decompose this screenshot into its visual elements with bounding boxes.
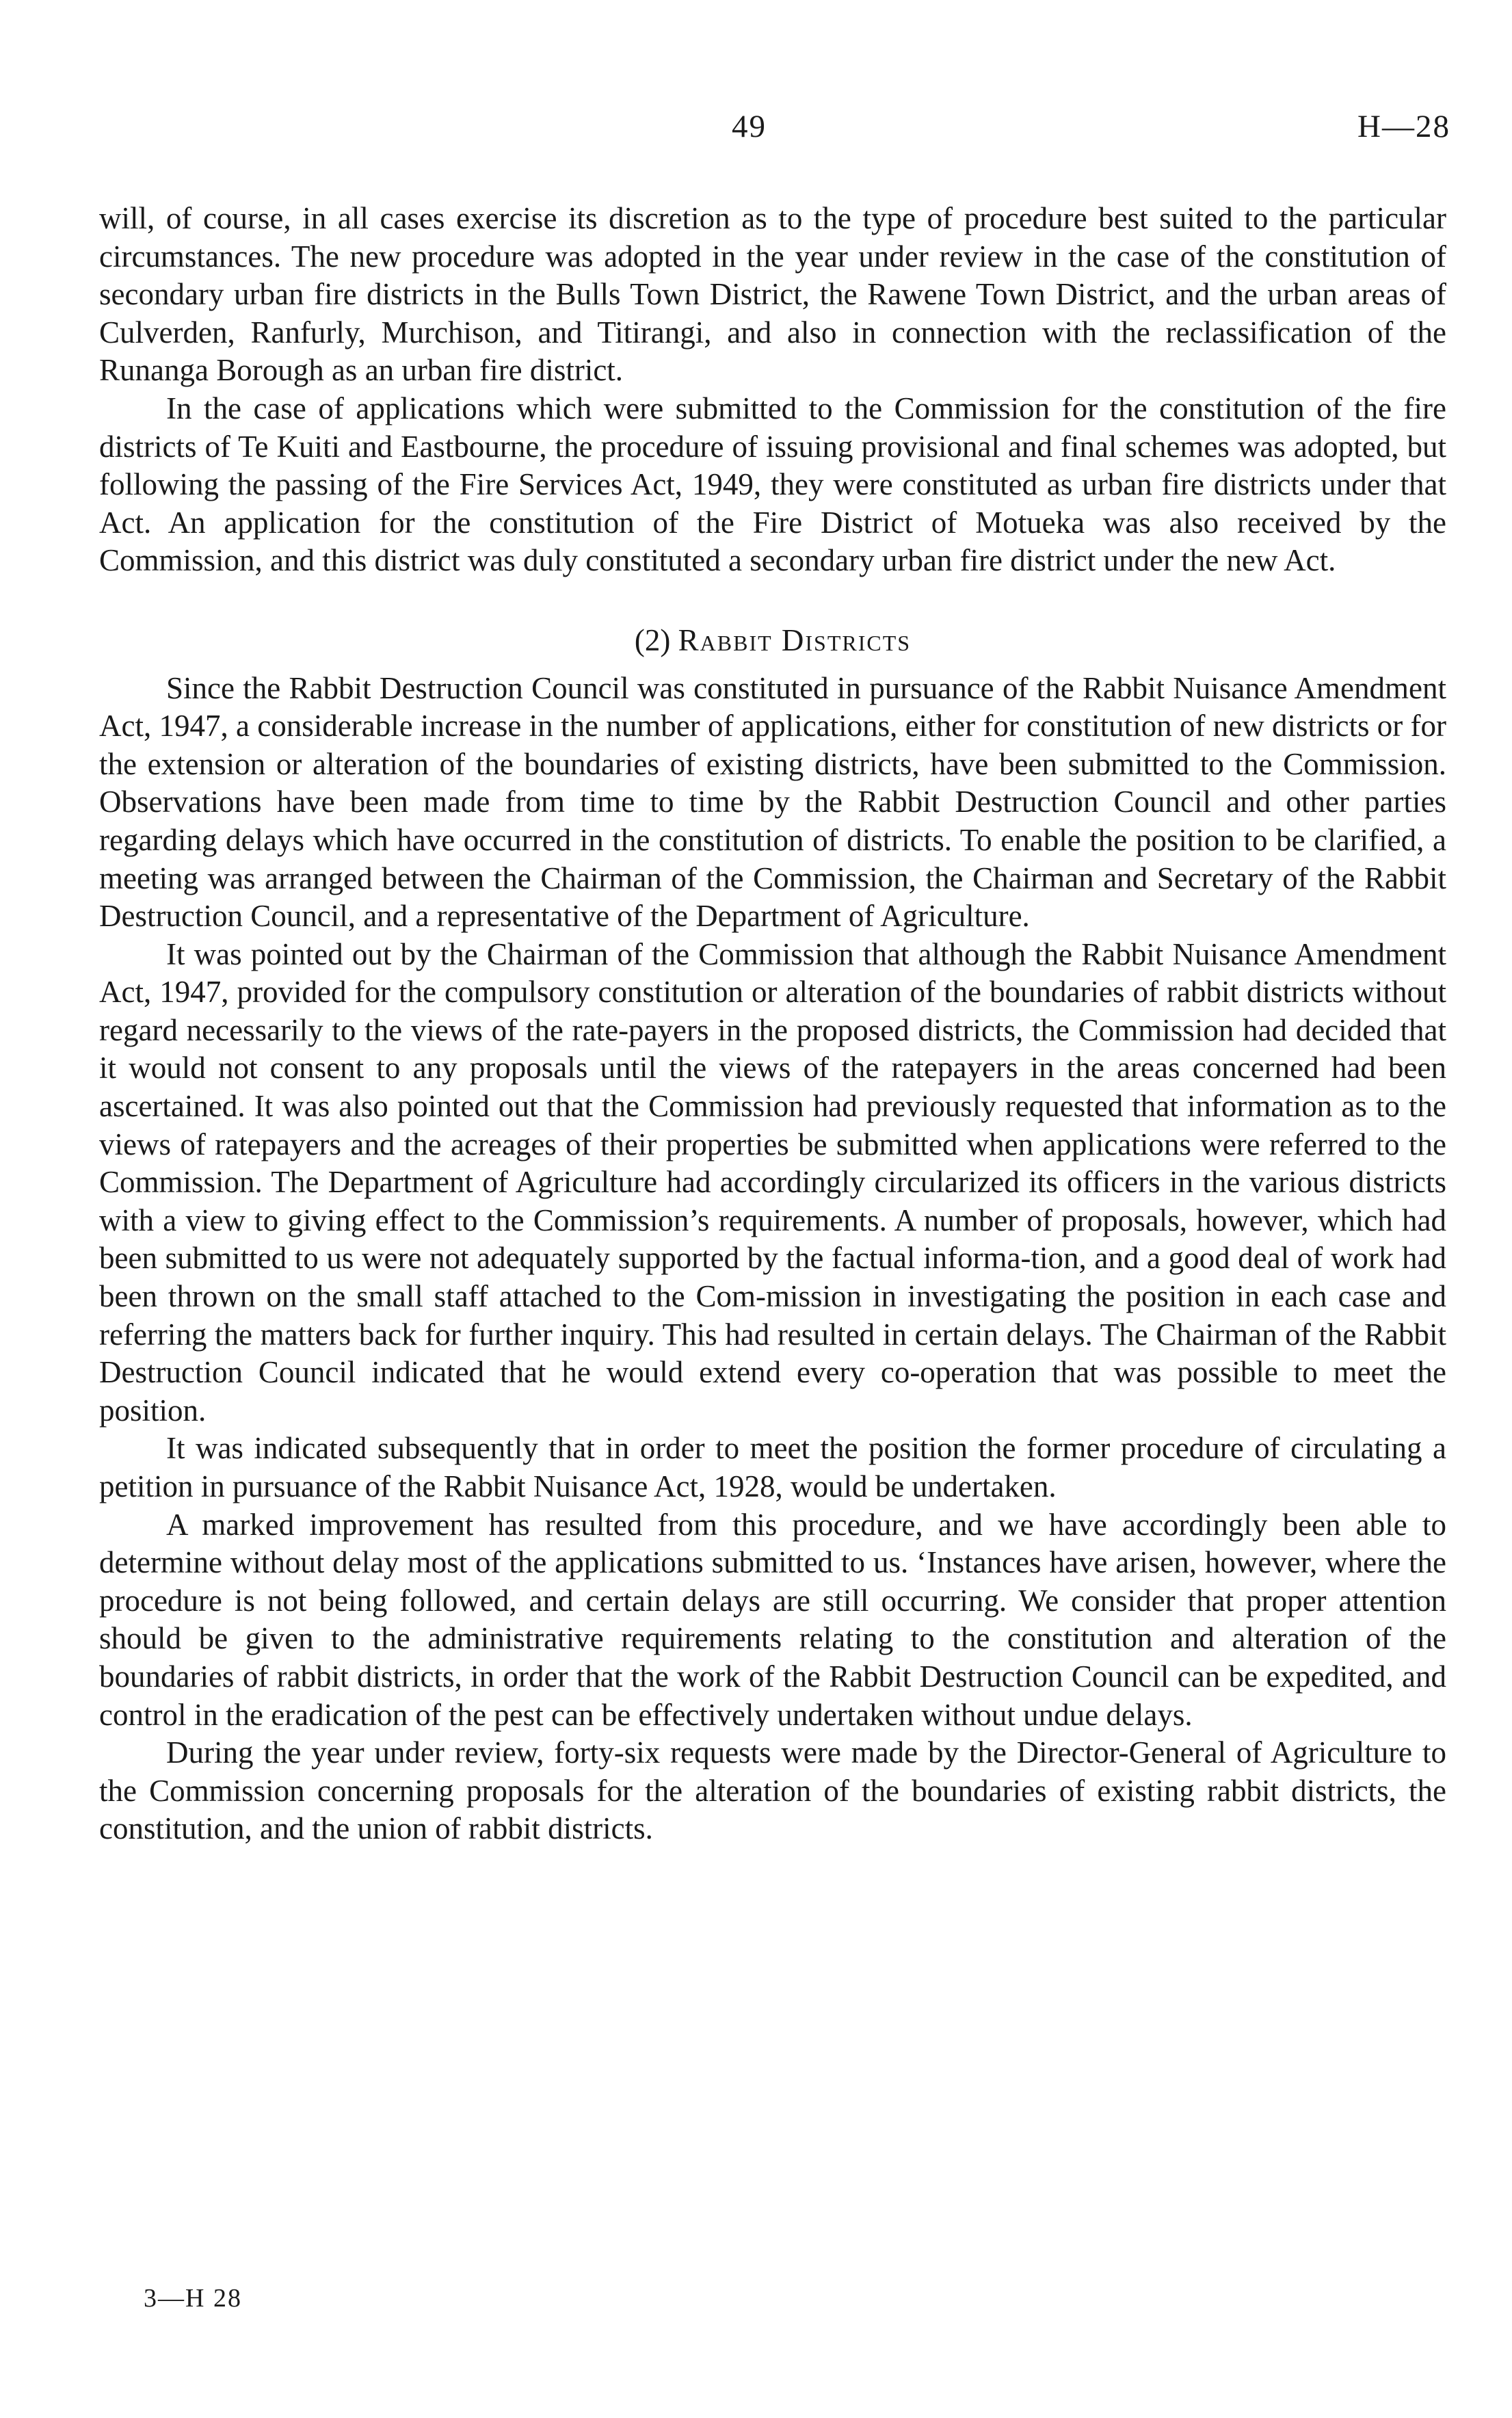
- section-heading: [99, 622, 1446, 660]
- page-number: 49: [732, 109, 767, 144]
- paragraph-petition-procedure: It was indicated subsequently that in order to meet the position the former procedure of circulating a petition in pursuance of the Rabbit Nuisance Act, 1928, would be undertaken.: [99, 1431, 1446, 1503]
- document-reference: H—28: [1357, 109, 1450, 144]
- paragraph-chairman-points: It was pointed out by the Chairman of the Commission that although the Rabbit Nuisance Amendment Act, 1947, provided for the compulsory constitution or alteration of the boundaries of rabbit districts without regard necessarily to the views of the rate-payers in the proposed districts, the Commission had decided that it would not consent to any proposals until the views of the ratepayers in the areas concerned had been ascertained. It was also pointed out that the Commission had previously requested that information as to the views of ratepayers and the acreages of their properties be submitted when applications were referred to the Commission. The Department of Agriculture had accordingly circularized its officers in the various districts with a view to giving effect to the Commission’s requirements. A number of proposals, however, which had been submitted to us were not adequately supported by the factual informa-tion, and a good deal of work had been thrown on the small staff attached to the Com-mission in investigating the position in each case and referring the matters back for further inquiry. This had resulted in certain delays. The Chairman of the Rabbit Destruction Council indicated that he would extend every co-operation that was possible to meet the position.: [99, 936, 1446, 1428]
- paragraph-rabbit-council: Since the Rabbit Destruction Council was constituted in pursuance of the Rabbit Nuisance Amendment Act, 1947, a considerable increase in the number of applications, either for constitution of new districts or for the extension or alteration of the boundaries of existing districts, have been submitted to the Commission. Observations have been made from time to time by the Rabbit Destruction Council and other parties regarding delays which have occurred in the constitution of districts. To enable the position to be clarified, a meeting was arranged between the Chairman of the Commission, the Chairman and Secretary of the Rabbit Destruction Council, and a representative of the Department of Agriculture.: [99, 670, 1446, 934]
- paragraph-improvement: A marked improvement has resulted from this procedure, and we have accordingly been able to determine without delay most of the applications submitted to us. ‘Instances have arisen, however, where the procedure is not being followed, and certain delays are still occurring. We consider that proper attention should be given to the administrative requirements relating to the constitution and alteration of the boundaries of rabbit districts, in order that the work of the Rabbit Destruction Council can be expedited, and control in the eradication of the pest can be effectively undertaken without undue delays.: [99, 1507, 1446, 1732]
- paragraph-fire-districts: In the case of applications which were submitted to the Commission for the constitution of the fire districts of Te Kuiti and Eastbourne, the procedure of issuing provisional and final schemes was adopted, but following the passing of the Fire Services Act, 1949, they were constituted as urban fire districts under that Act. An application for the constitution of the Fire District of Motueka was also received by the Commission, and this district was duly constituted a secondary urban fire district under the new Act.: [99, 391, 1446, 578]
- body-text: [99, 200, 1446, 1848]
- section-title: Rabbit Districts: [678, 622, 912, 657]
- paragraph-continued: will, of course, in all cases exercise its discretion as to the type of procedure best suited to the particular circumstances. The new procedure was adopted in the year under review in the case of the constitution of secondary urban fire districts in the Bulls Town District, the Rawene Town District, and the urban areas of Culverden, Ranfurly, Murchison, and Titirangi, and also in connection with the reclassification of the Runanga Borough as an urban fire district.: [99, 201, 1446, 388]
- section-number: (2): [634, 622, 671, 657]
- printer-signature: 3—H 28: [144, 2284, 242, 2313]
- paragraph-requests: During the year under review, forty-six requests were made by the Director-General of Agriculture to the Commission concerning proposals for the alteration of the boundaries of existing rabbit districts, the constitution, and the union of rabbit districts.: [99, 1735, 1446, 1846]
